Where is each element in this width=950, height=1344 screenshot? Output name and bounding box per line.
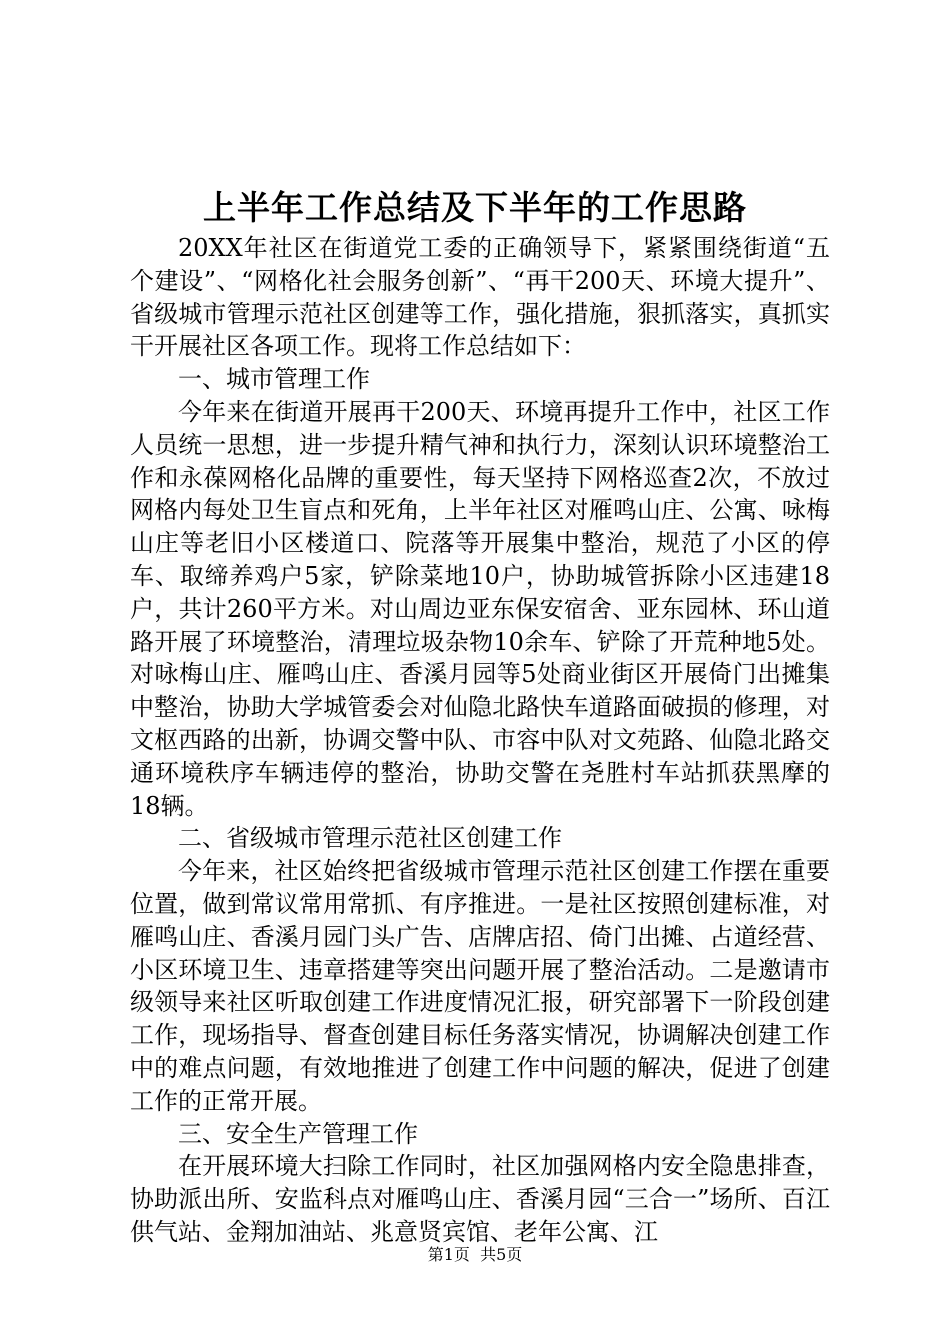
- page-footer: [0, 1244, 950, 1266]
- city-management-paragraph: 今年来在街道开展再干200天、环境再提升工作中，社区工作人员统一思想，进一步提升精气神和执行力，深刻认识环境整治工作和永葆网格化品牌的重要性，每天坚持下网格巡查2次，不放过网格内每处卫生盲点和死角，上半年社区对雁鸣山庄、公寓、咏梅山庄等老旧小区楼道口、院落等开展集中整治，规范了小区的停车、取缔养鸡户5家，铲除菜地10户，协助城管拆除小区违建18户，共计260平方米。对山周边亚东保安宿舍、亚东园林、环山道路开展了环境整治，清理垃圾杂物10余车、铲除了开荒种地5处。对咏梅山庄、雁鸣山庄、香溪月园等5处商业街区开展倚门出摊集中整治，协助大学城管委会对仙隐北路快车道路面破损的修理，对文枢西路的出新，协调交警中队、市容中队对文苑路、仙隐北路交通环境秩序车辆违停的整治，协助交警在尧胜村车站抓获黑摩的18辆。: [130, 397, 830, 820]
- safety-paragraph: 在开展环境大扫除工作同时，社区加强网格内安全隐患排查，协助派出所、安监科点对雁鸣山庄、香溪月园“三合一”场所、百江供气站、金翔加油站、兆意贤宾馆、老年公寓、江: [130, 1152, 830, 1246]
- intro-paragraph: 20XX年社区在街道党工委的正确领导下，紧紧围绕街道“五个建设”、“网格化社会服务创新”、“再干200天、环境大提升”、省级城市管理示范社区创建等工作，强化措施，狠抓落实，真抓实干开展社区各项工作。现将工作总结如下：: [130, 234, 830, 361]
- section-heading-safety: 三、安全生产管理工作: [178, 1119, 418, 1148]
- demo-community-paragraph: 今年来，社区始终把省级城市管理示范社区创建工作摆在重要位置，做到常议常用常抓、有序推进。一是社区按照创建标准，对雁鸣山庄、香溪月园门头广告、店牌店招、倚门出摊、占道经营、小区环境卫生、违章搭建等突出问题开展了整治活动。二是邀请市级领导来社区听取创建工作进度情况汇报，研究部署下一阶段创建工作，现场指导、督查创建目标任务落实情况，协调解决创建工作中的难点问题，有效地推进了创建工作中问题的解决，促进了创建工作的正常开展。: [130, 857, 830, 1115]
- document-body: [130, 232, 830, 1249]
- page-number: 第1页 共5页: [427, 1245, 523, 1264]
- section-heading-city-management: 一、城市管理工作: [178, 365, 370, 394]
- document-title: 上半年工作总结及下半年的工作思路: [203, 188, 747, 227]
- section-heading-demo-community: 二、省级城市管理示范社区创建工作: [178, 824, 562, 853]
